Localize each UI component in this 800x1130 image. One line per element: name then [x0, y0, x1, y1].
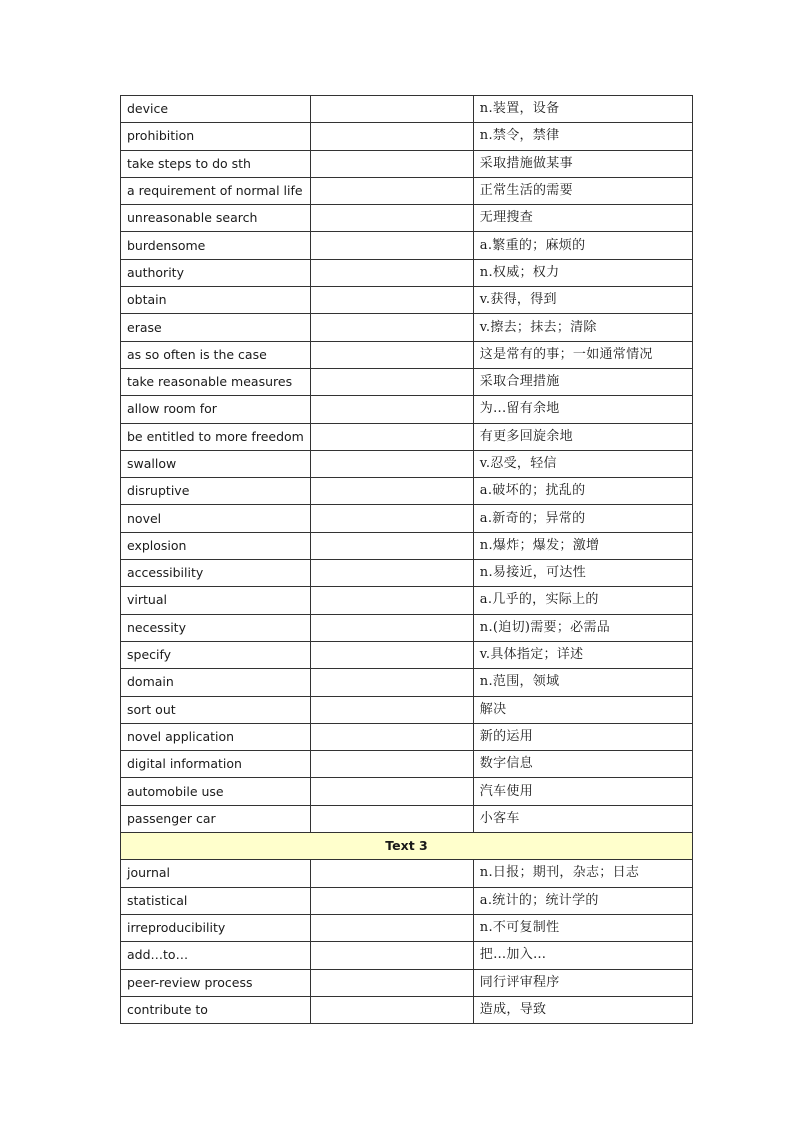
term-english: irreproducibility: [121, 914, 311, 941]
blank-cell: [311, 751, 474, 778]
term-english: digital information: [121, 751, 311, 778]
blank-cell: [311, 560, 474, 587]
term-chinese: 汽车使用: [473, 778, 692, 805]
term-english: novel: [121, 505, 311, 532]
blank-cell: [311, 669, 474, 696]
term-chinese: 采取措施做某事: [473, 150, 692, 177]
term-english: unreasonable search: [121, 205, 311, 232]
term-english: automobile use: [121, 778, 311, 805]
term-english: as so often is the case: [121, 341, 311, 368]
blank-cell: [311, 942, 474, 969]
table-row: [121, 805, 693, 832]
term-english: novel application: [121, 723, 311, 750]
blank-cell: [311, 969, 474, 996]
term-english: sort out: [121, 696, 311, 723]
term-chinese: v.擦去；抹去；清除: [473, 314, 692, 341]
table-row: [121, 177, 693, 204]
term-chinese: 数字信息: [473, 751, 692, 778]
table-row: [121, 969, 693, 996]
blank-cell: [311, 314, 474, 341]
blank-cell: [311, 177, 474, 204]
table-row: [121, 96, 693, 123]
term-chinese: n.爆炸；爆发；激增: [473, 532, 692, 559]
table-row: [121, 450, 693, 477]
blank-cell: [311, 505, 474, 532]
blank-cell: [311, 341, 474, 368]
table-row: [121, 751, 693, 778]
table-row: [121, 205, 693, 232]
blank-cell: [311, 587, 474, 614]
section-title: Text 3: [121, 833, 693, 860]
term-chinese: 为...留有余地: [473, 396, 692, 423]
table-row: [121, 423, 693, 450]
term-chinese: n.权威；权力: [473, 259, 692, 286]
table-row: [121, 778, 693, 805]
term-english: swallow: [121, 450, 311, 477]
table-row: [121, 478, 693, 505]
term-english: explosion: [121, 532, 311, 559]
blank-cell: [311, 396, 474, 423]
term-english: necessity: [121, 614, 311, 641]
blank-cell: [311, 641, 474, 668]
blank-cell: [311, 478, 474, 505]
term-chinese: v.获得，得到: [473, 287, 692, 314]
term-chinese: a.繁重的；麻烦的: [473, 232, 692, 259]
term-chinese: 把…加入…: [473, 942, 692, 969]
term-chinese: 新的运用: [473, 723, 692, 750]
term-chinese: 有更多回旋余地: [473, 423, 692, 450]
table-row: [121, 996, 693, 1023]
term-chinese: n.禁令，禁律: [473, 123, 692, 150]
term-chinese: v.忍受，轻信: [473, 450, 692, 477]
table-row: [121, 723, 693, 750]
blank-cell: [311, 423, 474, 450]
blank-cell: [311, 450, 474, 477]
term-english: specify: [121, 641, 311, 668]
term-chinese: a.新奇的；异常的: [473, 505, 692, 532]
table-row: [121, 396, 693, 423]
table-row: [121, 914, 693, 941]
blank-cell: [311, 287, 474, 314]
blank-cell: [311, 696, 474, 723]
term-english: allow room for: [121, 396, 311, 423]
term-chinese: 这是常有的事；一如通常情况: [473, 341, 692, 368]
term-english: take steps to do sth: [121, 150, 311, 177]
blank-cell: [311, 96, 474, 123]
blank-cell: [311, 532, 474, 559]
table-row: [121, 887, 693, 914]
term-chinese: a.几乎的，实际上的: [473, 587, 692, 614]
blank-cell: [311, 259, 474, 286]
term-english: disruptive: [121, 478, 311, 505]
table-row: [121, 696, 693, 723]
table-row: [121, 341, 693, 368]
term-english: domain: [121, 669, 311, 696]
table-row: [121, 669, 693, 696]
term-chinese: a.统计的；统计学的: [473, 887, 692, 914]
vocabulary-table: [120, 95, 693, 1024]
term-english: peer-review process: [121, 969, 311, 996]
term-english: authority: [121, 259, 311, 286]
term-chinese: n.日报；期刊，杂志；日志: [473, 860, 692, 887]
term-english: prohibition: [121, 123, 311, 150]
term-english: take reasonable measures: [121, 368, 311, 395]
table-row: [121, 232, 693, 259]
blank-cell: [311, 996, 474, 1023]
term-english: a requirement of normal life: [121, 177, 311, 204]
term-english: burdensome: [121, 232, 311, 259]
table-row: [121, 505, 693, 532]
term-english: virtual: [121, 587, 311, 614]
blank-cell: [311, 368, 474, 395]
term-chinese: 解决: [473, 696, 692, 723]
blank-cell: [311, 123, 474, 150]
table-row: [121, 587, 693, 614]
table-row: [121, 560, 693, 587]
term-chinese: n.装置，设备: [473, 96, 692, 123]
blank-cell: [311, 150, 474, 177]
term-chinese: 同行评审程序: [473, 969, 692, 996]
blank-cell: [311, 205, 474, 232]
table-row: [121, 860, 693, 887]
vocabulary-table-body: [121, 96, 693, 1024]
term-english: passenger car: [121, 805, 311, 832]
blank-cell: [311, 232, 474, 259]
term-english: contribute to: [121, 996, 311, 1023]
term-chinese: 造成，导致: [473, 996, 692, 1023]
blank-cell: [311, 723, 474, 750]
term-chinese: 无理搜查: [473, 205, 692, 232]
section-header-row: [121, 833, 693, 860]
blank-cell: [311, 887, 474, 914]
table-row: [121, 614, 693, 641]
term-chinese: a.破坏的；扰乱的: [473, 478, 692, 505]
table-row: [121, 259, 693, 286]
term-chinese: n.范围，领域: [473, 669, 692, 696]
term-english: journal: [121, 860, 311, 887]
term-chinese: 采取合理措施: [473, 368, 692, 395]
term-english: obtain: [121, 287, 311, 314]
term-chinese: v.具体指定；详述: [473, 641, 692, 668]
term-chinese: n.不可复制性: [473, 914, 692, 941]
blank-cell: [311, 805, 474, 832]
term-english: erase: [121, 314, 311, 341]
term-english: accessibility: [121, 560, 311, 587]
table-row: [121, 287, 693, 314]
table-row: [121, 532, 693, 559]
term-chinese: n.易接近，可达性: [473, 560, 692, 587]
table-row: [121, 314, 693, 341]
term-english: be entitled to more freedom: [121, 423, 311, 450]
blank-cell: [311, 778, 474, 805]
table-row: [121, 123, 693, 150]
term-chinese: 正常生活的需要: [473, 177, 692, 204]
term-chinese: n.(迫切)需要；必需品: [473, 614, 692, 641]
table-row: [121, 942, 693, 969]
blank-cell: [311, 914, 474, 941]
term-english: device: [121, 96, 311, 123]
term-chinese: 小客车: [473, 805, 692, 832]
blank-cell: [311, 614, 474, 641]
table-row: [121, 150, 693, 177]
blank-cell: [311, 860, 474, 887]
table-row: [121, 641, 693, 668]
table-row: [121, 368, 693, 395]
term-english: add…to…: [121, 942, 311, 969]
term-english: statistical: [121, 887, 311, 914]
